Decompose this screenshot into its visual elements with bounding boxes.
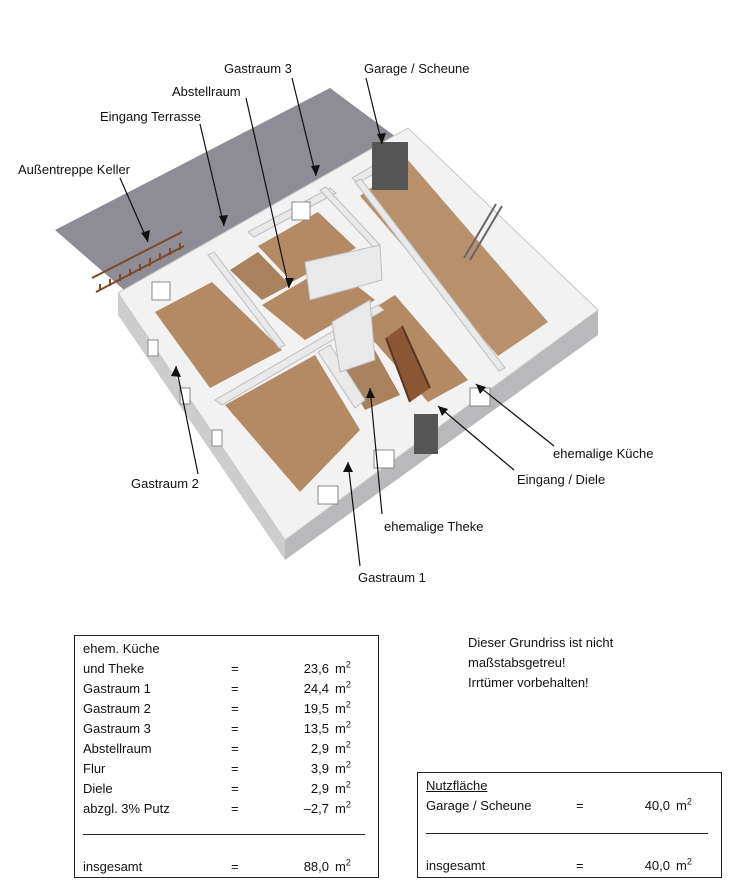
- area-row-eq: =: [231, 741, 239, 756]
- area-row-unit: $m^2$: [335, 679, 351, 696]
- disclaimer-line: maßstabsgetreu!: [468, 655, 566, 670]
- area-row-name: Flur: [83, 761, 106, 776]
- area-row-name: Diele: [83, 781, 113, 796]
- nutzflaeche-row-eq: =: [576, 798, 584, 813]
- area-row-eq: =: [231, 801, 239, 816]
- area-row: [83, 660, 373, 678]
- area-row-eq: =: [231, 781, 239, 796]
- area-row-value: 23,6: [303, 661, 329, 676]
- area-divider: [83, 834, 365, 835]
- area-row-eq: =: [231, 721, 239, 736]
- entrance-door: [414, 414, 438, 454]
- label-ehemalige-theke: ehemalige Theke: [384, 519, 484, 534]
- nutzflaeche-divider: [426, 833, 708, 834]
- area-row-value: 19,5: [303, 701, 329, 716]
- area-row-value: –2,7: [303, 801, 329, 816]
- label-eingang-diele: Eingang / Diele: [517, 472, 606, 487]
- area-row-name: abzgl. 3% Putz: [83, 801, 170, 816]
- garage-door: [372, 142, 408, 190]
- area-row-unit: $m^2$: [335, 739, 351, 756]
- area-row-unit: $m^2$: [335, 699, 351, 716]
- area-row-eq: =: [231, 681, 239, 696]
- area-total-value: 88,0: [303, 859, 329, 874]
- area-row-name: ehem. Küche: [83, 641, 160, 656]
- area-row: [83, 640, 373, 658]
- area-row-unit: $m^2$: [335, 759, 351, 776]
- area-row-name: Gastraum 3: [83, 721, 151, 736]
- area-row-unit: $m^2$: [335, 779, 351, 796]
- area-row-unit: $m^2$: [335, 719, 351, 736]
- area-row: [83, 680, 373, 698]
- nutzflaeche-row-unit: $m^2$: [676, 796, 692, 813]
- label-ehemalige-kueche: ehemalige Küche: [553, 446, 654, 461]
- area-row-name: Gastraum 1: [83, 681, 151, 696]
- area-row-name: Gastraum 2: [83, 701, 151, 716]
- area-row-value: 13,5: [303, 721, 329, 736]
- area-row: [83, 740, 373, 758]
- area-row-name: Abstellraum: [83, 741, 152, 756]
- area-total-eq: =: [231, 859, 239, 874]
- area-row-eq: =: [231, 661, 239, 676]
- area-row-value: 2,9: [310, 741, 329, 756]
- label-eingang-terrasse: Eingang Terrasse: [100, 109, 201, 124]
- nutzflaeche-title-row: [426, 777, 716, 795]
- area-row-name: und Theke: [83, 661, 145, 676]
- nutzflaeche-row: [426, 797, 716, 815]
- nutzflaeche-total-value: 40,0: [644, 858, 670, 873]
- area-row-eq: =: [231, 761, 239, 776]
- area-row-value: 3,9: [310, 761, 329, 776]
- disclaimer-line: Dieser Grundriss ist nicht: [468, 635, 614, 650]
- disclaimer: [468, 633, 668, 693]
- area-row-eq: =: [231, 701, 239, 716]
- area-row-value: 2,9: [310, 781, 329, 796]
- area-row-unit: $m^2$: [335, 659, 351, 676]
- area-row-unit: $m^2$: [335, 799, 351, 816]
- area-row: [83, 700, 373, 718]
- area-table: [74, 635, 379, 878]
- area-row: [83, 720, 373, 738]
- disclaimer-line: Irrtümer vorbehalten!: [468, 675, 589, 690]
- area-total-unit: $m^2$: [335, 857, 351, 874]
- nutzflaeche-total-unit: $m^2$: [676, 856, 692, 873]
- nutzflaeche-title: Nutzfläche: [426, 778, 488, 793]
- label-abstellraum: Abstellraum: [172, 84, 241, 99]
- nutzflaeche-total-row: [426, 857, 716, 875]
- area-row-value: 24,4: [303, 681, 329, 696]
- area-row: [83, 760, 373, 778]
- nutzflaeche-table: [417, 772, 722, 878]
- label-gastraum3: Gastraum 3: [224, 61, 292, 76]
- label-gastraum2: Gastraum 2: [131, 476, 199, 491]
- area-total-name: insgesamt: [83, 859, 143, 874]
- nutzflaeche-row-name: Garage / Scheune: [426, 798, 532, 813]
- area-row: [83, 780, 373, 798]
- label-garage-scheune: Garage / Scheune: [364, 61, 470, 76]
- label-aussentreppe-keller: Außentreppe Keller: [18, 162, 131, 177]
- area-row: [83, 800, 373, 818]
- nutzflaeche-total-name: insgesamt: [426, 858, 486, 873]
- nutzflaeche-total-eq: =: [576, 858, 584, 873]
- area-total-row: [83, 858, 373, 876]
- nutzflaeche-row-value: 40,0: [644, 798, 670, 813]
- label-gastraum1: Gastraum 1: [358, 570, 426, 585]
